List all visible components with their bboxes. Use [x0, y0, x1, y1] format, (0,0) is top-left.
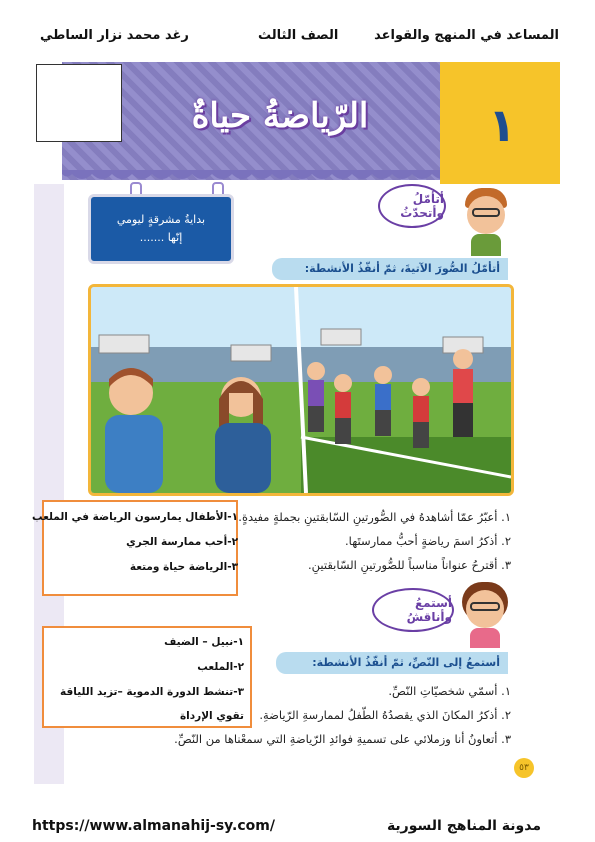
page-number: ٥٣ — [514, 758, 534, 778]
s1-question-2: ٢. أذكرُ اسمَ رياضةٍ أحبُّ ممارستَها. — [345, 534, 511, 548]
awning-scallop — [62, 170, 452, 184]
blank-white-box — [36, 64, 122, 142]
section2-instruction: أستمعُ إلى النّصِّ، ثمّ أنفّذُ الأنشطة: — [276, 652, 508, 674]
s1-question-3: ٣. أقترحُ عنواناً مناسباً للصُّورتينِ السّابقتينِ. — [307, 558, 511, 572]
s1-answer-2: ٢-أحب ممارسة الجري — [126, 536, 238, 548]
sign-line-1: بدايةُ مشرقةٍ ليومي — [116, 213, 206, 226]
footer-url-link[interactable]: https://www.almanahij-sy.com/ — [32, 818, 275, 834]
stadium-scene-image — [91, 287, 511, 493]
girl-character-icon — [460, 582, 510, 648]
s2-question-1: ١. أسمّي شخصيّاتِ النّصِّ. — [388, 684, 511, 698]
header-grade: الصف الثالث — [258, 28, 339, 43]
hanging-sign — [88, 194, 234, 264]
header-course-title: المساعد في المنهج والقواعد — [374, 28, 559, 43]
chapter-number: ١ — [487, 98, 517, 152]
header-author: رغد محمد نزار الساطي — [40, 28, 189, 43]
section1-badge: أتأمّلُ وأتحدّثُ — [378, 184, 446, 228]
s1-question-1: ١. أعبّرُ عمّا أشاهدهُ في الصُّورتينِ السّابقتينِ بجملةٍ مفيدةٍ. — [238, 510, 511, 524]
s2-question-2: ٢. أذكرُ المكانَ الذي يقصدُهُ الطّفلُ لممارسةِ الرّياضةِ. — [259, 708, 511, 722]
sign-line-2: إنّها ....... — [139, 231, 183, 244]
s1-answer-1: ١-الأطفال يمارسون الرياضة في الملعب — [31, 511, 238, 523]
sports-illustration — [88, 284, 514, 496]
section1-instruction: أتأمّلُ الصُّورَ الآتيةَ، ثمّ أنفّذُ الأنشطة: — [272, 258, 508, 280]
s1-answer-3: ٣-الرياضة حياة ومتعة — [129, 561, 238, 573]
s2-answer-3: ٣-تنشط الدورة الدموية –تزيد اللياقة — [60, 686, 244, 698]
s2-question-3: ٣. أتعاونُ أنا وزملائي على تسميةِ فوائدِ الرّياضةِ التي سمعْناها من النّصِّ. — [174, 732, 511, 746]
s2-answer-4: تقوي الإرداة — [179, 710, 244, 722]
s2-answer-2: ٢-الملعب — [197, 661, 244, 673]
s2-answer-1: ١-نبيل – الضيف — [164, 636, 244, 648]
section2-badge: أستمعُ وأناقشُ — [372, 588, 454, 632]
boy-character-icon — [462, 188, 510, 258]
footer-blog-name: مدونة المناهج السورية — [386, 818, 541, 834]
lesson-title: الرّياضةُ حياةٌ — [191, 96, 369, 136]
